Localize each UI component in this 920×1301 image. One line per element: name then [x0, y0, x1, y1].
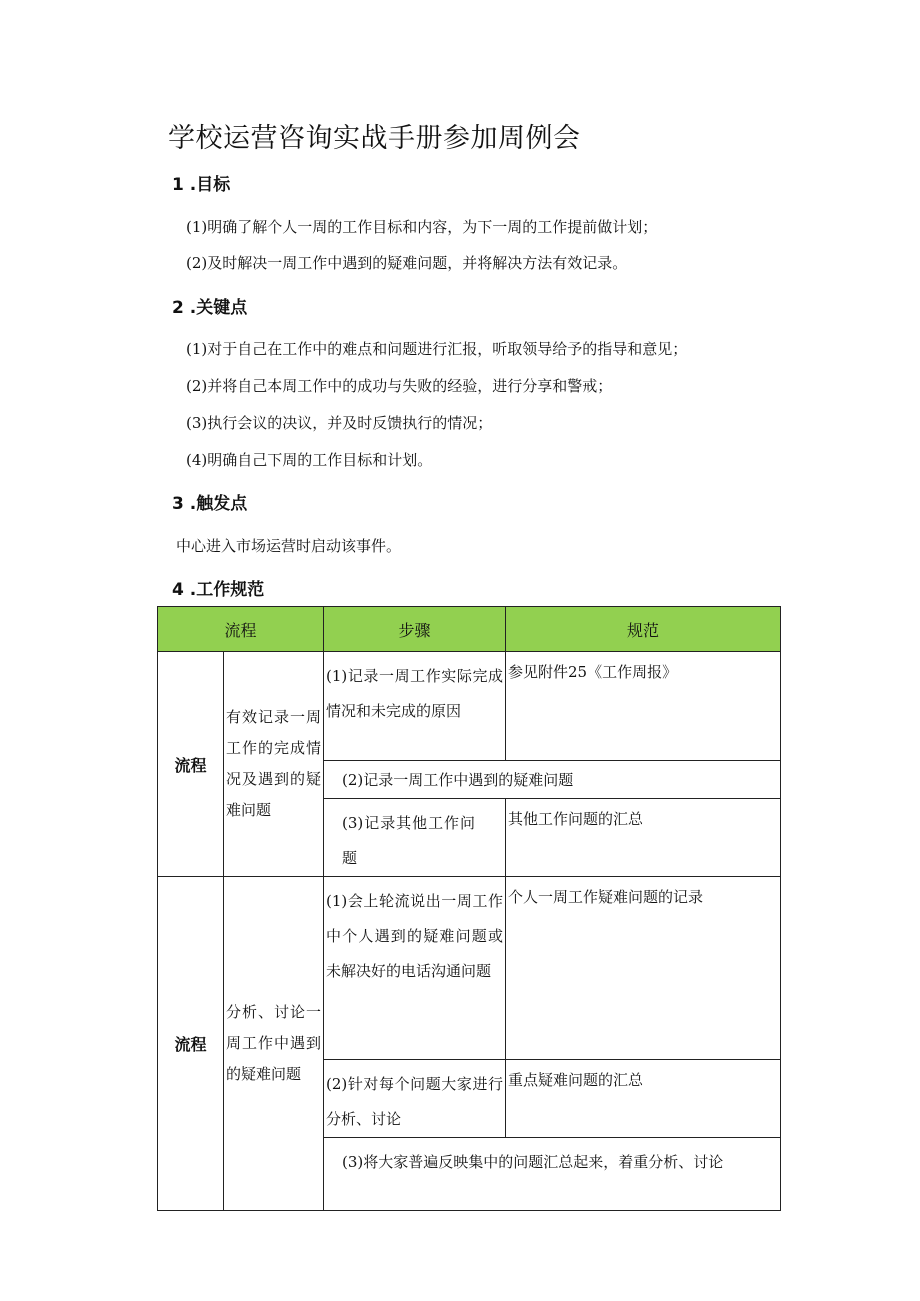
norm-cell: 参见附件25《工作周报》 [506, 652, 781, 761]
step-cell: (1)记录一周工作实际完成情况和未完成的原因 [324, 652, 506, 761]
goal-item: (1)明确了解个人一周的工作目标和内容，为下一周的工作提前做计划； [186, 218, 658, 236]
norm-cell: 其他工作问题的汇总 [506, 799, 781, 877]
trigger-item: 中心进入市场运营时启动该事件。 [176, 537, 402, 555]
section-heading-key-points: 2 .关键点 [172, 298, 248, 318]
key-point-item: (1)对于自己在工作中的难点和问题进行汇报，听取领导给予的指导和意见； [186, 340, 688, 358]
step-cell-wide: (3)将大家普遍反映集中的问题汇总起来，着重分析、讨论 [324, 1138, 781, 1211]
key-point-item: (4)明确自己下周的工作目标和计划。 [186, 451, 433, 469]
process-cell: 有效记录一周工作的完成情况及遇到的疑难问题 [224, 652, 324, 877]
norm-cell: 个人一周工作疑难问题的记录 [506, 877, 781, 1060]
step-cell: (1)会上轮流说出一周工作中个人遇到的疑难问题或未解决好的电话沟通问题 [324, 877, 506, 1060]
key-point-item: (3)执行会议的决议，并及时反馈执行的情况； [186, 414, 493, 432]
work-spec-table [157, 606, 781, 1211]
table-header-row [158, 607, 781, 652]
header-norm: 规范 [506, 607, 781, 652]
step-cell: (3)记录其他工作问题 [324, 799, 506, 877]
header-process: 流程 [158, 607, 324, 652]
page-title: 学校运营咨询实战手册参加周例会 [168, 123, 581, 154]
section-heading-work-spec: 4 .工作规范 [172, 580, 265, 600]
step-cell-wide: (2)记录一周工作中遇到的疑难问题 [324, 761, 781, 799]
section-heading-goal: 1 .目标 [172, 175, 231, 195]
table-row [158, 652, 781, 761]
process-cell: 分析、讨论一周工作中遇到的疑难问题 [224, 877, 324, 1211]
key-point-item: (2)并将自己本周工作中的成功与失败的经验，进行分享和警戒； [186, 377, 613, 395]
flow-cell: 流程 [158, 877, 224, 1211]
table-row [158, 877, 781, 1060]
goal-item: (2)及时解决一周工作中遇到的疑难问题，并将解决方法有效记录。 [186, 254, 628, 272]
header-step: 步骤 [324, 607, 506, 652]
section-heading-trigger: 3 .触发点 [172, 494, 248, 514]
norm-cell: 重点疑难问题的汇总 [506, 1060, 781, 1138]
step-cell: (2)针对每个问题大家进行分析、讨论 [324, 1060, 506, 1138]
flow-cell: 流程 [158, 652, 224, 877]
